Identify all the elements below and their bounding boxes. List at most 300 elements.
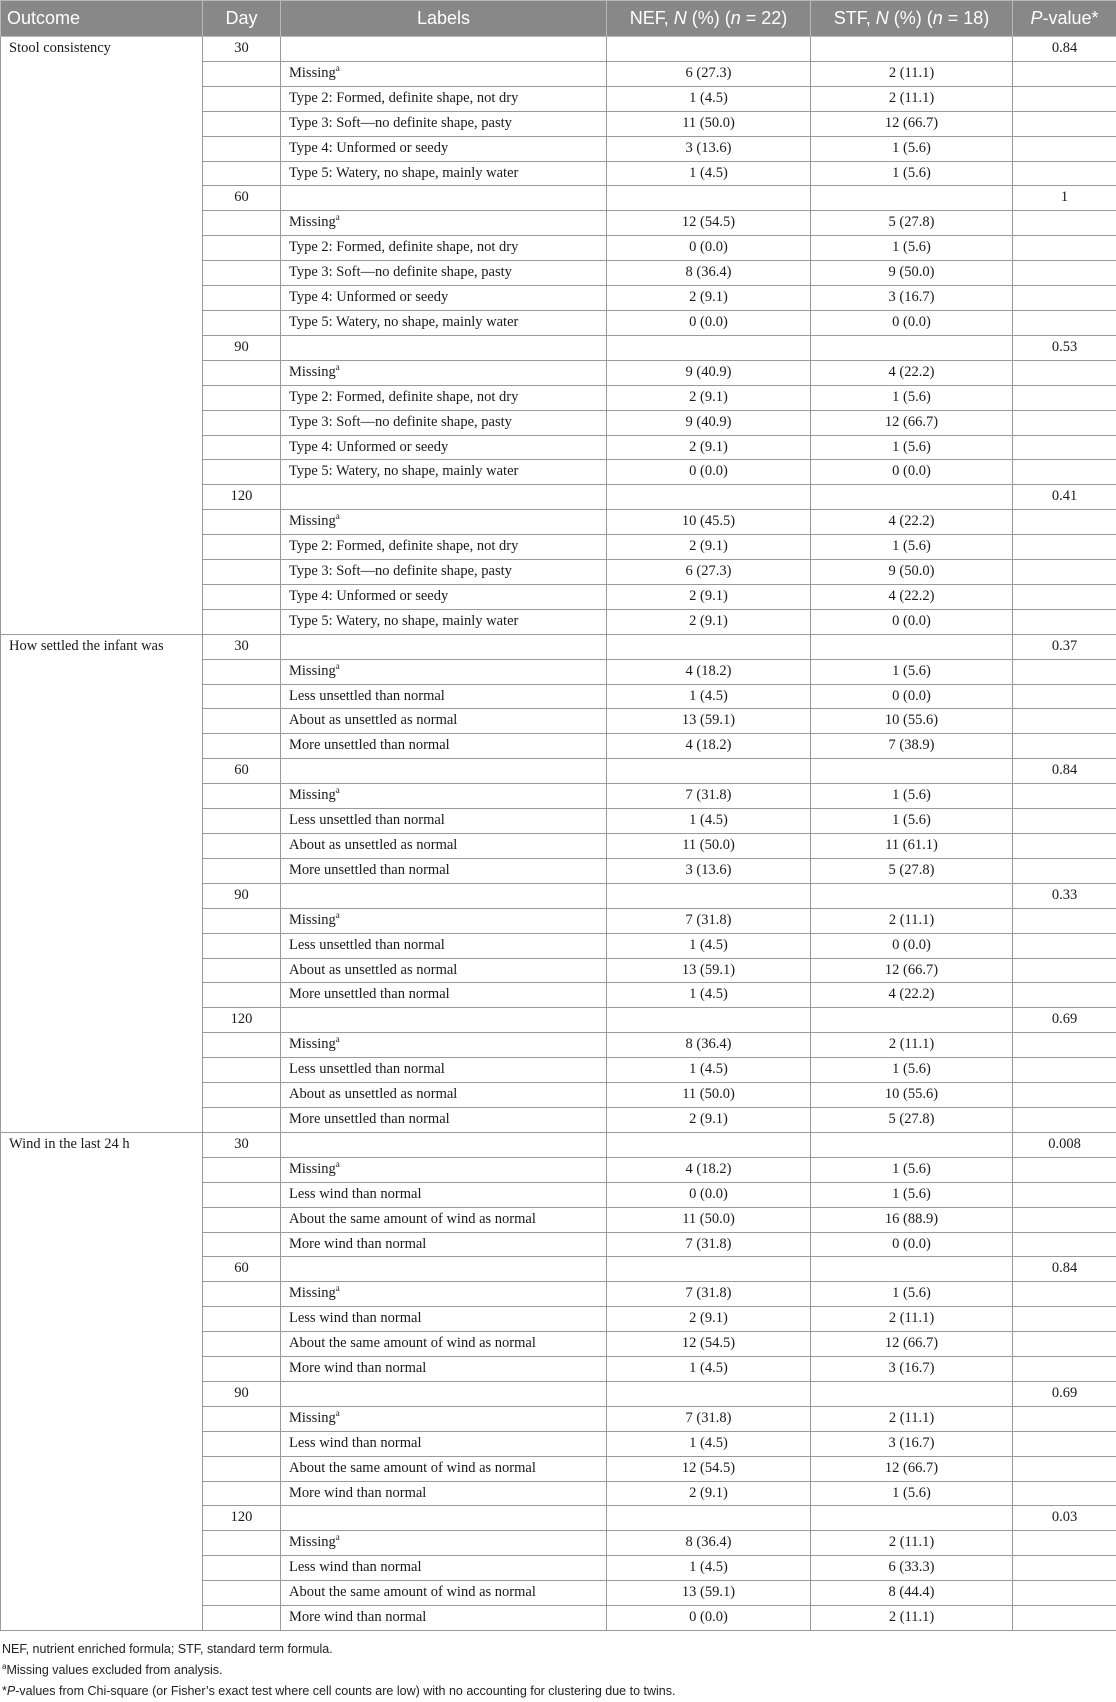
p-value-cell: [1013, 809, 1116, 834]
day-cell: [203, 535, 281, 560]
label-text: Missing: [289, 364, 336, 380]
label-cell: [281, 858, 607, 883]
stf-cell: [811, 186, 1013, 211]
nef-cell: 4 (18.2): [607, 1157, 811, 1182]
day-cell: 60: [203, 759, 281, 784]
nef-cell: 7 (31.8): [607, 1406, 811, 1431]
day-cell: [203, 460, 281, 485]
stf-cell: 8 (44.4): [811, 1581, 1013, 1606]
label-text: Less unsettled than normal: [289, 688, 445, 704]
label-cell: [281, 261, 607, 286]
label-text: Type 2: Formed, definite shape, not dry: [289, 389, 518, 405]
label-text: More unsettled than normal: [289, 737, 450, 753]
stf-cell: [811, 335, 1013, 360]
p-value-cell: [1013, 111, 1116, 136]
label-text: About as unsettled as normal: [289, 837, 457, 853]
stf-cell: 5 (27.8): [811, 211, 1013, 236]
label-cell: [281, 161, 607, 186]
p-value-cell: [1013, 1556, 1116, 1581]
label-text: Missing: [289, 1161, 336, 1177]
day-cell: [203, 1107, 281, 1132]
stf-cell: 3 (16.7): [811, 1431, 1013, 1456]
label-cell: [281, 1132, 607, 1157]
label-cell: [281, 1506, 607, 1531]
stf-cell: 9 (50.0): [811, 261, 1013, 286]
stf-cell: 16 (88.9): [811, 1207, 1013, 1232]
p-value-cell: [1013, 1531, 1116, 1556]
day-cell: 90: [203, 335, 281, 360]
nef-cell: 7 (31.8): [607, 908, 811, 933]
p-value-cell: [1013, 61, 1116, 86]
day-cell: [203, 958, 281, 983]
stf-cell: [811, 1381, 1013, 1406]
label-cell: [281, 86, 607, 111]
nef-cell: 11 (50.0): [607, 1083, 811, 1108]
stf-cell: 1 (5.6): [811, 535, 1013, 560]
nef-cell: 2 (9.1): [607, 584, 811, 609]
day-cell: [203, 684, 281, 709]
stf-cell: [811, 485, 1013, 510]
nef-cell: 6 (27.3): [607, 560, 811, 585]
label-cell: [281, 410, 607, 435]
label-cell: [281, 61, 607, 86]
stf-cell: 0 (0.0): [811, 460, 1013, 485]
label-text: About the same amount of wind as normal: [289, 1211, 536, 1227]
stf-cell: 9 (50.0): [811, 560, 1013, 585]
p-value-cell: [1013, 933, 1116, 958]
p-value-cell: [1013, 1207, 1116, 1232]
day-cell: [203, 211, 281, 236]
p-value-cell: [1013, 286, 1116, 311]
footnote-marker: a: [336, 1283, 340, 1293]
nef-cell: 1 (4.5): [607, 1058, 811, 1083]
stf-cell: 0 (0.0): [811, 1232, 1013, 1257]
day-cell: [203, 1058, 281, 1083]
label-text: About as unsettled as normal: [289, 712, 457, 728]
label-cell: [281, 1531, 607, 1556]
nef-cell: 4 (18.2): [607, 734, 811, 759]
nef-cell: 1 (4.5): [607, 1556, 811, 1581]
stf-cell: 2 (11.1): [811, 908, 1013, 933]
label-cell: [281, 1157, 607, 1182]
stf-cell: 1 (5.6): [811, 1282, 1013, 1307]
stf-cell: 1 (5.6): [811, 1481, 1013, 1506]
stf-cell: [811, 37, 1013, 62]
stf-cell: 6 (33.3): [811, 1556, 1013, 1581]
outcome-cell: How settled the infant was: [1, 634, 203, 1132]
label-text: Type 5: Watery, no shape, mainly water: [289, 314, 518, 330]
nef-cell: 0 (0.0): [607, 460, 811, 485]
label-cell: [281, 510, 607, 535]
stf-cell: 0 (0.0): [811, 310, 1013, 335]
stf-cell: [811, 1506, 1013, 1531]
p-value-cell: [1013, 385, 1116, 410]
stf-cell: 11 (61.1): [811, 834, 1013, 859]
day-cell: [203, 908, 281, 933]
day-cell: [203, 1282, 281, 1307]
label-cell: [281, 1307, 607, 1332]
day-cell: [203, 111, 281, 136]
p-value-cell: [1013, 261, 1116, 286]
label-cell: [281, 883, 607, 908]
nef-cell: 1 (4.5): [607, 684, 811, 709]
label-text: About the same amount of wind as normal: [289, 1584, 536, 1600]
p-value-cell: [1013, 410, 1116, 435]
nef-cell: 2 (9.1): [607, 385, 811, 410]
stf-cell: 1 (5.6): [811, 1058, 1013, 1083]
day-cell: [203, 1531, 281, 1556]
day-cell: 30: [203, 37, 281, 62]
label-text: Type 4: Unformed or seedy: [289, 140, 448, 156]
label-text: Type 2: Formed, definite shape, not dry: [289, 538, 518, 554]
footnote-marker: a: [336, 1034, 340, 1044]
outcome-cell: Stool consistency: [1, 37, 203, 635]
stf-cell: 0 (0.0): [811, 609, 1013, 634]
nef-cell: 1 (4.5): [607, 933, 811, 958]
p-value-cell: [1013, 908, 1116, 933]
label-cell: [281, 684, 607, 709]
p-value-cell: 0.84: [1013, 1257, 1116, 1282]
nef-cell: 6 (27.3): [607, 61, 811, 86]
nef-cell: 0 (0.0): [607, 1182, 811, 1207]
p-value-cell: [1013, 1282, 1116, 1307]
label-cell: [281, 958, 607, 983]
p-value-cell: [1013, 709, 1116, 734]
label-cell: [281, 1182, 607, 1207]
stf-cell: [811, 883, 1013, 908]
header-nef: NEF, N (%) (n = 22): [607, 1, 811, 37]
day-cell: 90: [203, 1381, 281, 1406]
day-cell: 60: [203, 186, 281, 211]
nef-cell: 1 (4.5): [607, 1431, 811, 1456]
p-value-cell: [1013, 1332, 1116, 1357]
label-cell: [281, 1357, 607, 1382]
label-text: Missing: [289, 1534, 336, 1550]
p-value-cell: [1013, 1606, 1116, 1631]
p-value-cell: 0.84: [1013, 37, 1116, 62]
p-value-cell: [1013, 1107, 1116, 1132]
label-cell: [281, 734, 607, 759]
day-cell: 120: [203, 485, 281, 510]
p-value-cell: [1013, 734, 1116, 759]
label-cell: [281, 809, 607, 834]
stf-cell: 12 (66.7): [811, 1456, 1013, 1481]
day-cell: [203, 1357, 281, 1382]
nef-cell: 10 (45.5): [607, 510, 811, 535]
footnote-marker: a: [336, 661, 340, 671]
nef-cell: 9 (40.9): [607, 360, 811, 385]
label-text: Type 5: Watery, no shape, mainly water: [289, 463, 518, 479]
label-text: Type 5: Watery, no shape, mainly water: [289, 613, 518, 629]
footnote-marker: a: [336, 1533, 340, 1543]
nef-cell: 13 (59.1): [607, 709, 811, 734]
p-value-cell: [1013, 1581, 1116, 1606]
stf-cell: 3 (16.7): [811, 1357, 1013, 1382]
p-value-cell: [1013, 86, 1116, 111]
p-value-cell: [1013, 1083, 1116, 1108]
stf-cell: 2 (11.1): [811, 61, 1013, 86]
day-cell: [203, 510, 281, 535]
nef-cell: 2 (9.1): [607, 535, 811, 560]
nef-cell: 1 (4.5): [607, 86, 811, 111]
label-cell: [281, 560, 607, 585]
label-cell: [281, 634, 607, 659]
stf-cell: 4 (22.2): [811, 360, 1013, 385]
day-cell: [203, 983, 281, 1008]
stf-cell: 12 (66.7): [811, 958, 1013, 983]
label-text: Missing: [289, 1285, 336, 1301]
p-value-cell: [1013, 983, 1116, 1008]
stf-cell: 2 (11.1): [811, 1531, 1013, 1556]
day-cell: [203, 1083, 281, 1108]
p-value-cell: [1013, 510, 1116, 535]
p-value-cell: [1013, 858, 1116, 883]
label-cell: [281, 584, 607, 609]
nef-cell: 1 (4.5): [607, 983, 811, 1008]
p-value-cell: [1013, 460, 1116, 485]
label-cell: [281, 435, 607, 460]
label-text: Less wind than normal: [289, 1559, 422, 1575]
label-text: About the same amount of wind as normal: [289, 1335, 536, 1351]
stf-cell: 1 (5.6): [811, 435, 1013, 460]
day-cell: [203, 236, 281, 261]
outcome-cell: Wind in the last 24 h: [1, 1132, 203, 1630]
label-text: More wind than normal: [289, 1360, 426, 1376]
label-text: About the same amount of wind as normal: [289, 1460, 536, 1476]
p-value-cell: [1013, 310, 1116, 335]
p-value-cell: [1013, 1058, 1116, 1083]
day-row: [1, 37, 1116, 62]
p-value-cell: [1013, 1157, 1116, 1182]
label-cell: [281, 1008, 607, 1033]
day-cell: [203, 809, 281, 834]
nef-cell: 12 (54.5): [607, 1456, 811, 1481]
day-cell: [203, 858, 281, 883]
footnote-missing: $^a$Missing values excluded from analysis.: [0, 1660, 1116, 1681]
day-cell: [203, 834, 281, 859]
stf-cell: [811, 1132, 1013, 1157]
nef-cell: 3 (13.6): [607, 858, 811, 883]
label-text: About as unsettled as normal: [289, 962, 457, 978]
stf-cell: 1 (5.6): [811, 809, 1013, 834]
nef-cell: 13 (59.1): [607, 1581, 811, 1606]
day-cell: [203, 1207, 281, 1232]
p-value-cell: [1013, 584, 1116, 609]
stf-cell: 2 (11.1): [811, 1033, 1013, 1058]
label-text: Type 4: Unformed or seedy: [289, 439, 448, 455]
stf-cell: 2 (11.1): [811, 86, 1013, 111]
day-cell: [203, 261, 281, 286]
label-text: More wind than normal: [289, 1236, 426, 1252]
stf-cell: 0 (0.0): [811, 933, 1013, 958]
stf-cell: 7 (38.9): [811, 734, 1013, 759]
p-value-cell: [1013, 1406, 1116, 1431]
label-cell: [281, 1033, 607, 1058]
day-cell: [203, 933, 281, 958]
nef-cell: [607, 335, 811, 360]
label-cell: [281, 1481, 607, 1506]
label-cell: [281, 37, 607, 62]
day-row: [1, 634, 1116, 659]
label-text: Missing: [289, 1036, 336, 1052]
header-outcome: Outcome: [1, 1, 203, 37]
stf-cell: 1 (5.6): [811, 136, 1013, 161]
label-cell: [281, 1556, 607, 1581]
day-cell: [203, 286, 281, 311]
label-text: Less wind than normal: [289, 1186, 422, 1202]
day-cell: [203, 86, 281, 111]
stf-cell: 3 (16.7): [811, 286, 1013, 311]
label-text: Missing: [289, 513, 336, 529]
stf-cell: 4 (22.2): [811, 983, 1013, 1008]
stf-cell: 1 (5.6): [811, 161, 1013, 186]
p-value-cell: 1: [1013, 186, 1116, 211]
stf-cell: 4 (22.2): [811, 584, 1013, 609]
nef-cell: 3 (13.6): [607, 136, 811, 161]
stf-cell: 12 (66.7): [811, 1332, 1013, 1357]
label-cell: [281, 236, 607, 261]
stf-cell: 2 (11.1): [811, 1406, 1013, 1431]
nef-cell: 7 (31.8): [607, 784, 811, 809]
label-cell: [281, 1381, 607, 1406]
nef-cell: 1 (4.5): [607, 809, 811, 834]
label-text: Type 3: Soft—no definite shape, pasty: [289, 563, 512, 579]
label-text: Less unsettled than normal: [289, 937, 445, 953]
stf-cell: 4 (22.2): [811, 510, 1013, 535]
nef-cell: [607, 1008, 811, 1033]
p-value-cell: [1013, 1033, 1116, 1058]
p-value-cell: 0.33: [1013, 883, 1116, 908]
stf-cell: 0 (0.0): [811, 684, 1013, 709]
label-cell: [281, 1282, 607, 1307]
label-cell: [281, 1332, 607, 1357]
label-text: Type 3: Soft—no definite shape, pasty: [289, 264, 512, 280]
day-cell: [203, 1456, 281, 1481]
footnote-p-values: *P-values from Chi-square (or Fisher’s exact test where cell counts are low) with no accounting for clustering due to twins.: [0, 1681, 1116, 1702]
p-value-cell: [1013, 1431, 1116, 1456]
nef-cell: 2 (9.1): [607, 1481, 811, 1506]
label-cell: [281, 1232, 607, 1257]
label-text: Missing: [289, 214, 336, 230]
label-cell: [281, 1207, 607, 1232]
day-cell: [203, 609, 281, 634]
day-cell: [203, 709, 281, 734]
nef-cell: 7 (31.8): [607, 1232, 811, 1257]
p-value-cell: [1013, 1232, 1116, 1257]
label-text: Less wind than normal: [289, 1310, 422, 1326]
stf-cell: 10 (55.6): [811, 1083, 1013, 1108]
label-cell: [281, 360, 607, 385]
p-value-cell: [1013, 1182, 1116, 1207]
label-cell: [281, 385, 607, 410]
day-cell: [203, 1157, 281, 1182]
footnote-marker: a: [336, 785, 340, 795]
label-cell: [281, 1058, 607, 1083]
label-cell: [281, 709, 607, 734]
header-row: [1, 1, 1116, 37]
label-text: Less wind than normal: [289, 1435, 422, 1451]
day-cell: [203, 161, 281, 186]
day-cell: [203, 1481, 281, 1506]
nef-cell: [607, 186, 811, 211]
header-labels: Labels: [281, 1, 607, 37]
p-value-cell: [1013, 360, 1116, 385]
label-cell: [281, 186, 607, 211]
label-cell: [281, 1107, 607, 1132]
p-value-cell: 0.03: [1013, 1506, 1116, 1531]
nef-cell: 0 (0.0): [607, 1606, 811, 1631]
label-cell: [281, 485, 607, 510]
label-text: Missing: [289, 65, 336, 81]
day-cell: 30: [203, 1132, 281, 1157]
footnote-marker: a: [336, 63, 340, 73]
footnote-marker: a: [336, 511, 340, 521]
label-cell: [281, 1581, 607, 1606]
nef-cell: 8 (36.4): [607, 1531, 811, 1556]
nef-cell: [607, 37, 811, 62]
p-value-cell: 0.84: [1013, 759, 1116, 784]
label-text: Missing: [289, 663, 336, 679]
label-text: Type 3: Soft—no definite shape, pasty: [289, 414, 512, 430]
nef-cell: 12 (54.5): [607, 211, 811, 236]
stf-cell: 2 (11.1): [811, 1606, 1013, 1631]
day-cell: 90: [203, 883, 281, 908]
footnote-marker: a: [336, 910, 340, 920]
label-cell: [281, 908, 607, 933]
p-value-cell: [1013, 1307, 1116, 1332]
p-value-cell: [1013, 1357, 1116, 1382]
p-value-cell: [1013, 609, 1116, 634]
stf-cell: [811, 1008, 1013, 1033]
stf-cell: [811, 1257, 1013, 1282]
label-text: Type 5: Watery, no shape, mainly water: [289, 165, 518, 181]
nef-cell: 2 (9.1): [607, 435, 811, 460]
p-value-cell: [1013, 1456, 1116, 1481]
day-cell: [203, 734, 281, 759]
label-text: More unsettled than normal: [289, 862, 450, 878]
label-text: Missing: [289, 1410, 336, 1426]
nef-cell: 2 (9.1): [607, 609, 811, 634]
header-day: Day: [203, 1, 281, 37]
stf-cell: [811, 634, 1013, 659]
nef-cell: 8 (36.4): [607, 261, 811, 286]
label-cell: [281, 933, 607, 958]
label-text: More unsettled than normal: [289, 1111, 450, 1127]
label-cell: [281, 535, 607, 560]
p-value-cell: [1013, 161, 1116, 186]
label-cell: [281, 1431, 607, 1456]
p-value-cell: 0.69: [1013, 1381, 1116, 1406]
day-cell: [203, 1182, 281, 1207]
label-cell: [281, 759, 607, 784]
nef-cell: 2 (9.1): [607, 1107, 811, 1132]
footnote-marker: a: [336, 213, 340, 223]
day-cell: 30: [203, 634, 281, 659]
p-value-cell: [1013, 659, 1116, 684]
day-cell: [203, 560, 281, 585]
label-text: Missing: [289, 912, 336, 928]
nef-cell: [607, 883, 811, 908]
label-cell: [281, 136, 607, 161]
label-cell: [281, 1606, 607, 1631]
label-cell: [281, 659, 607, 684]
p-value-cell: [1013, 958, 1116, 983]
label-cell: [281, 1406, 607, 1431]
nef-cell: 0 (0.0): [607, 310, 811, 335]
day-cell: [203, 1406, 281, 1431]
day-cell: [203, 659, 281, 684]
nef-cell: 0 (0.0): [607, 236, 811, 261]
